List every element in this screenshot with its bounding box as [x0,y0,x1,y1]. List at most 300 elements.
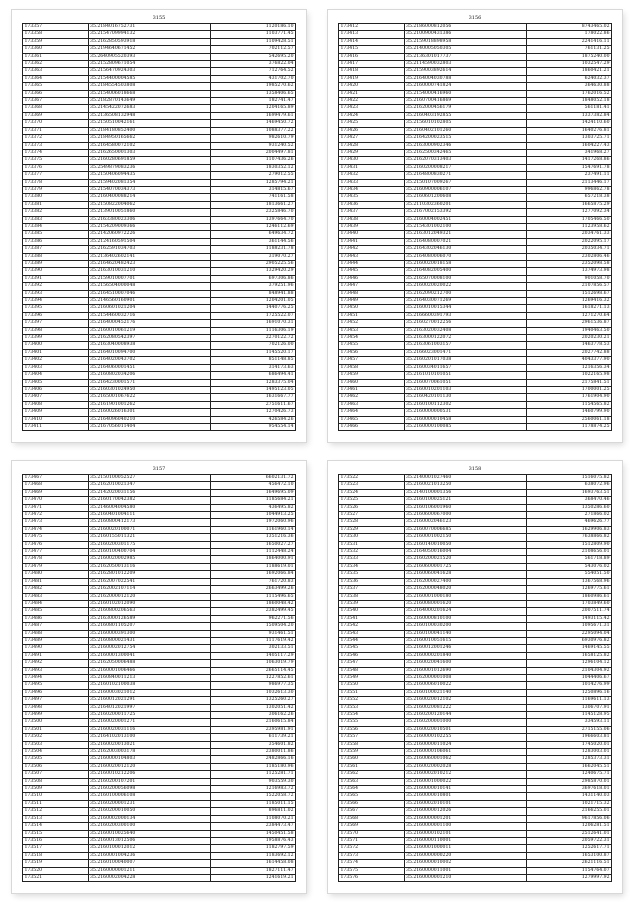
table-row [339,660,612,667]
value-cell: 741161.58 [211,194,296,201]
table-row [23,778,296,785]
table-row [23,179,296,186]
coordinate-cell: 35.2142020031156 [88,489,211,496]
row-id-cell: 173422 [339,98,405,105]
coordinate-cell: 35.2160200301175 [88,541,211,548]
table-row [339,275,612,282]
value-cell: 1302051.42 [211,704,296,711]
coordinate-cell: 35.2160601200608 [404,194,527,201]
row-id-cell: 173412 [339,24,405,31]
value-cell: 2113446.17 [527,179,612,186]
coordinate-cell: 35.2160020031116 [88,726,211,733]
table-row [339,186,612,193]
row-id-cell: 173456 [339,349,405,356]
coordinate-cell: 35.2160100025121 [404,497,527,504]
table-row [339,852,612,859]
row-id-cell: 173427 [339,135,405,142]
value-cell: 9617856.06 [527,815,612,822]
table-row [339,194,612,201]
row-id-cell: 173362 [23,61,89,68]
row-id-cell: 173375 [23,157,89,164]
table-row [23,541,296,548]
row-id-cell: 173438 [339,216,405,223]
row-id-cell: 173495 [23,682,89,689]
value-cell: 1188619.01 [211,563,296,570]
coordinate-cell: 35.2160000391300 [88,630,211,637]
table-row [23,630,296,637]
value-cell: 1469145.55 [527,645,612,652]
table-row [339,172,612,179]
table-row [339,541,612,548]
value-cell: 2985870.01 [527,778,612,785]
coordinate-cell: 35.2164082005400 [404,268,527,275]
value-cell: 1116306.19 [211,327,296,334]
coordinate-cell: 35.2160001004236 [88,852,211,859]
coordinate-cell: 35.2160600001725 [404,563,527,570]
value-cell: 2004497.81 [211,149,296,156]
value-cell: 1296104.12 [527,660,612,667]
row-id-cell: 173521 [23,874,89,881]
table-row [339,179,612,186]
value-cell: 1240675.71 [527,771,612,778]
row-id-cell: 173369 [23,112,89,119]
row-id-cell: 173477 [23,549,89,556]
value-cell: 611739.21 [211,734,296,741]
table-row [339,763,612,770]
value-cell: 554051.50 [527,571,612,578]
coordinate-cell: 35.2160000010141 [404,786,527,793]
table-row [23,142,296,149]
value-cell: 1178874.25 [527,423,612,430]
value-cell: 2302806.46 [527,253,612,260]
value-cell: 2007511.74 [527,608,612,615]
row-id-cell: 173484 [23,600,89,607]
value-cell: 982610.79 [211,135,296,142]
row-id-cell: 173397 [23,320,89,327]
row-id-cell: 173534 [339,563,405,570]
coordinate-cell: 35.2163000122072 [404,335,527,342]
value-cell: 1350286.60 [527,504,612,511]
row-id-cell: 173562 [339,771,405,778]
coordinate-cell: 35.2152809671054 [88,61,211,68]
coordinate-cell: 35.2160034011657 [404,364,527,371]
value-cell: 561718.89 [527,556,612,563]
table-row [23,194,296,201]
value-cell: 1875240.00 [527,53,612,60]
value-cell: 4043377.90 [527,357,612,364]
value-cell: 1154764.07 [527,867,612,874]
value-cell: 1762016.52 [527,90,612,97]
row-id-cell: 173469 [23,489,89,496]
page-number: 3156 [468,15,482,21]
row-id-cell: 173443 [339,253,405,260]
table-row [339,571,612,578]
table-row [339,712,612,719]
table-row [339,357,612,364]
row-id-cell: 173404 [23,372,89,379]
row-id-cell: 173403 [23,364,89,371]
row-id-cell: 173439 [339,223,405,230]
row-id-cell: 173537 [339,586,405,593]
row-id-cell: 173523 [339,482,405,489]
value-cell: 1692066.84 [211,571,296,578]
coordinate-cell: 35.2160100012012 [88,845,211,852]
row-id-cell: 173489 [23,637,89,644]
value-cell: 2107856.57 [527,283,612,290]
row-id-cell: 173450 [339,305,405,312]
table-row [339,416,612,423]
row-id-cell: 173430 [339,157,405,164]
table-row [23,489,296,496]
coordinate-cell: 35.2159010007701 [88,275,211,282]
value-cell: 1374973.98 [527,268,612,275]
row-id-cell: 173388 [23,253,89,260]
table-row [339,53,612,60]
coordinate-cell: 35.2160020012120 [88,763,211,770]
table-row [23,793,296,800]
row-id-cell: 173417 [339,61,405,68]
table-row [339,105,612,112]
row-id-cell: 173518 [23,852,89,859]
table-row [23,24,296,31]
table-row [339,246,612,253]
table-row [339,489,612,496]
table-row [23,290,296,297]
coordinate-cell: 35.2164800830271 [404,172,527,179]
coordinate-cell: 35.2182870143649 [88,98,211,105]
table-row [23,379,296,386]
table-row [23,320,296,327]
coordinate-cell: 35.2164080007021 [404,238,527,245]
value-cell: 368470.46 [527,497,612,504]
table-row [339,756,612,763]
value-cell: 1303725.71 [527,135,612,142]
row-id-cell: 173396 [23,312,89,319]
row-id-cell: 173420 [339,83,405,90]
row-id-cell: 173371 [23,127,89,134]
value-cell: 1691070.31 [211,320,296,327]
value-cell: 1509504.20 [211,623,296,630]
row-id-cell: 173486 [23,615,89,622]
table-row [23,246,296,253]
table-row [23,712,296,719]
value-cell: 2175841.51 [527,379,612,386]
row-id-cell: 173483 [23,593,89,600]
coordinate-cell: 35.2184016752731 [88,24,211,31]
coordinate-cell: 35.2160012001246 [404,645,527,652]
table-row [339,837,612,844]
coordinate-cell: 35.2154460032716 [88,312,211,319]
value-cell: 697306.86 [211,275,296,282]
coordinate-cell: 35.2160020010501 [404,726,527,733]
row-id-cell: 173449 [339,298,405,305]
coordinate-cell: 35.2163012049321 [404,231,527,238]
value-cell: 543076.02 [527,563,612,570]
table-row [23,164,296,171]
row-id-cell: 173468 [23,482,89,489]
row-id-cell: 173418 [339,68,405,75]
coordinate-cell: 35.2160020001271 [88,719,211,726]
table-row [339,845,612,852]
coordinate-cell: 35.2150822004062 [88,201,211,208]
value-cell: 1285373.31 [527,756,612,763]
value-cell: 2295094.04 [527,630,612,637]
table-row [23,667,296,674]
table-row [23,815,296,822]
row-id-cell: 173546 [339,652,405,659]
value-cell: 1705466.50 [527,216,612,223]
coordinate-cell: 35.2160200021520 [404,556,527,563]
table-row [339,290,612,297]
coordinate-cell: 35.2160102100038 [88,682,211,689]
row-id-cell: 173492 [23,660,89,667]
row-id-cell: 173560 [339,756,405,763]
table-row [23,283,296,290]
value-cell: 686494.41 [211,372,296,379]
table-row [23,135,296,142]
value-cell: 237491.11 [527,172,612,179]
value-cell: 1271270.64 [527,312,612,319]
coordinate-cell: 35.2160001300041 [88,652,211,659]
value-cell: 1405117.29 [211,652,296,659]
table-row [339,75,612,82]
coordinate-cell: 35.2160800206563 [88,608,211,615]
coordinate-cell: 35.2140100001356 [404,489,527,496]
value-cell: 1761904.90 [527,394,612,401]
table-row [23,763,296,770]
coordinate-cell: 35.2160102012090 [88,600,211,607]
coordinate-cell: 35.2164050016004 [404,549,527,556]
row-id-cell: 173571 [339,837,405,844]
row-id-cell: 173516 [23,837,89,844]
coordinate-cell: 35.2154709994132 [88,31,211,38]
value-cell: 2715155.06 [527,726,612,733]
table-row [339,860,612,867]
value-cell: 1044913.25 [211,512,296,519]
value-cell: 354601.82 [211,741,296,748]
table-row [23,726,296,733]
table-row [23,719,296,726]
value-cell: 1088377.22 [211,127,296,134]
row-id-cell: 173497 [23,697,89,704]
row-id-cell: 173455 [339,342,405,349]
table-row [339,741,612,748]
table-row [339,563,612,570]
coordinate-cell: 35.2162070313403 [404,157,527,164]
value-cell: 1269416.32 [527,298,612,305]
value-cell: 1022165.98 [527,372,612,379]
value-cell: 1216983.72 [211,786,296,793]
coordinate-cell: 35.2156470924303 [88,68,211,75]
value-cell: 2020230.21 [527,335,612,342]
coordinate-cell: 35.2159402081354 [88,179,211,186]
row-id-cell: 173460 [339,379,405,386]
table-row [23,423,296,430]
row-id-cell: 173401 [23,349,89,356]
coordinate-cell: 35.2162003003178 [88,749,211,756]
row-id-cell: 173411 [23,423,89,430]
table-row [23,660,296,667]
table-row [23,268,296,275]
table-row [339,38,612,45]
table-row [339,83,612,90]
table-row [339,372,612,379]
table-row [23,298,296,305]
row-id-cell: 173378 [23,179,89,186]
value-cell: 1277092.34 [527,209,612,216]
coordinate-cell: 35.2159018898958 [404,38,527,45]
value-cell: 1745020.01 [527,741,612,748]
coordinate-cell: 35.2162000001008 [404,674,527,681]
value-cell: 1032547.29 [527,61,612,68]
coordinate-cell: 35.2162000012120 [88,593,211,600]
row-id-cell: 173570 [339,830,405,837]
table-row [23,401,296,408]
value-cell: 712764.52 [211,68,296,75]
coordinate-cell: 35.2164000201624 [404,608,527,615]
row-id-cell: 173479 [23,563,89,570]
value-cell: 1095671.31 [527,623,612,630]
table-row [23,497,296,504]
table-row [23,157,296,164]
row-id-cell: 173464 [339,409,405,416]
coordinate-cell: 35.2163010031210 [88,268,211,275]
value-cell: 1161960.14 [211,526,296,533]
coordinate-cell: 35.2160301024950 [88,386,211,393]
coordinate-cell: 35.2184180852400 [88,127,211,134]
row-id-cell: 173451 [339,312,405,319]
table-row [23,645,296,652]
row-id-cell: 173502 [23,734,89,741]
table-row [339,120,612,127]
row-id-cell: 173462 [339,394,405,401]
table-row [339,674,612,681]
table-row [23,61,296,68]
table-row [23,534,296,541]
coordinate-cell: 35.2164096040210 [88,416,211,423]
coordinate-cell: 35.2160000001100 [404,823,527,830]
value-cell: 2961536.87 [527,320,612,327]
coordinate-cell: 35.2160010212206 [88,771,211,778]
coordinate-cell: 35.2160800412173 [88,519,211,526]
coordinate-cell: 35.2160000011001 [404,867,527,874]
row-id-cell: 173423 [339,105,405,112]
table-row [339,216,612,223]
coordinate-cell: 35.2160020100071 [88,526,211,533]
value-cell: 1325260.27 [211,697,296,704]
table-row [339,127,612,134]
coordinate-cell: 35.2160170042382 [88,497,211,504]
table-row [23,238,296,245]
coordinate-cell: 35.2160700416869 [404,98,527,105]
row-id-cell: 173366 [23,90,89,97]
table-row [23,830,296,837]
table-row [23,349,296,356]
coordinate-cell: 35.2160004002451 [404,216,527,223]
row-id-cell: 173548 [339,667,405,674]
row-id-cell: 173493 [23,667,89,674]
row-id-cell: 173508 [23,778,89,785]
table-row [23,98,296,105]
value-cell: 1860986.61 [527,593,612,600]
table-row [23,674,296,681]
coordinate-cell: 35.2160403192855 [404,112,527,119]
table-row [339,556,612,563]
value-cell: 1270426.73 [211,409,296,416]
row-id-cell: 173501 [23,726,89,733]
row-id-cell: 173436 [339,201,405,208]
row-id-cell: 173391 [23,275,89,282]
row-id-cell: 173505 [23,756,89,763]
coordinate-cell: 35.2160200008217 [404,164,527,171]
value-cell: 1958876.43 [211,837,296,844]
row-id-cell: 173463 [339,401,405,408]
row-id-cell: 173499 [23,712,89,719]
value-cell: 901058.70 [527,275,612,282]
table-row [339,24,612,31]
table-row [339,637,612,644]
value-cell: 1604227.43 [527,142,612,149]
value-cell: 2512641.01 [527,830,612,837]
coordinate-cell: 35.2160200001000 [404,719,527,726]
table-row [339,549,612,556]
value-cell: 1329420.29 [211,268,296,275]
coordinate-cell: 35.2156010102805 [404,120,527,127]
coordinate-cell: 35.2164020043702 [88,357,211,364]
coordinate-cell: 35.2162000048020 [404,586,527,593]
value-cell: 1120186.10 [211,24,296,31]
value-cell: 376822.04 [211,61,296,68]
row-id-cell: 173421 [339,90,405,97]
coordinate-cell: 35.2194640671452 [88,46,211,53]
value-cell: 1182797.59 [211,845,296,852]
coordinate-cell: 35.2160200010050 [88,808,211,815]
row-id-cell: 173517 [23,845,89,852]
coordinate-cell: 35.2154000416960 [404,90,527,97]
value-cell: 1283003.01 [527,749,612,756]
value-cell: 1665875.29 [527,201,612,208]
page-number: 3158 [468,466,482,472]
table-row [23,149,296,156]
table-row [339,223,612,230]
coordinate-cell: 35.2160420101130 [404,394,527,401]
row-id-cell: 173550 [339,682,405,689]
row-id-cell: 173536 [339,578,405,585]
value-cell: 334593.11 [527,719,612,726]
row-id-cell: 173509 [23,786,89,793]
table-row [339,512,612,519]
coordinate-cell: 35.2163040008938 [88,342,211,349]
coordinate-cell: 35.2160002010101 [404,800,527,807]
table-row [23,75,296,82]
table-row [23,386,296,393]
value-cell: 314173.63 [211,364,296,371]
coordinate-cell: 35.2160800021431 [88,637,211,644]
value-cell: 2027742.88 [527,349,612,356]
row-id-cell: 173545 [339,645,405,652]
value-cell: 848941.88 [211,290,296,297]
row-id-cell: 173372 [23,135,89,142]
row-id-cell: 173452 [339,320,405,327]
row-id-cell: 173446 [339,275,405,282]
row-id-cell: 173467 [23,475,89,482]
table-row [339,519,612,526]
table-row [23,31,296,38]
coordinate-cell: 35.2160000810100 [404,615,527,622]
row-id-cell: 173435 [339,194,405,201]
table-row [339,312,612,319]
table-row [23,704,296,711]
